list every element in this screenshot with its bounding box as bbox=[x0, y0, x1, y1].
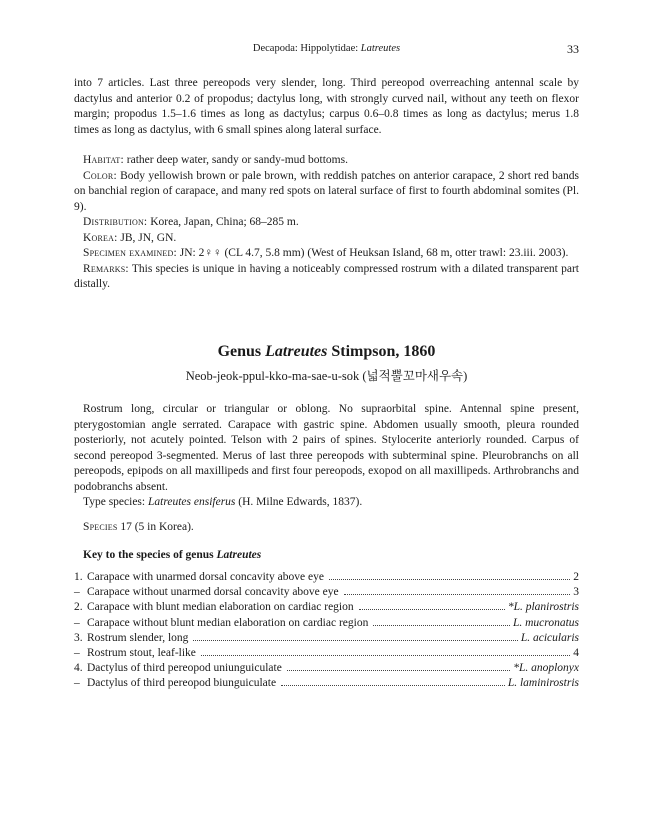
key-row-number: 4. bbox=[74, 662, 83, 675]
key-row-leader bbox=[193, 640, 517, 641]
key-row-number: 3. bbox=[74, 631, 83, 644]
key-row-number: 2. bbox=[74, 601, 83, 614]
key-row bbox=[74, 662, 579, 677]
key-row-number: – bbox=[74, 586, 80, 599]
key-row-result: 3 bbox=[573, 586, 579, 599]
key-row-leader bbox=[287, 670, 510, 671]
key-row-result: *L. planirostris bbox=[507, 601, 579, 614]
key-heading: Key to the species of genus Latreutes bbox=[83, 549, 262, 561]
key-row-text: Carapace with unarmed dorsal concavity above eye bbox=[87, 571, 324, 583]
key-row-leader bbox=[281, 685, 505, 686]
page-number: 33 bbox=[567, 42, 579, 56]
key-row-result: L. mucronatus bbox=[512, 616, 579, 629]
key-row-text: Carapace with blunt median elaboration on cardiac region bbox=[87, 601, 354, 614]
identification-key bbox=[74, 571, 579, 693]
key-row-leader bbox=[344, 594, 571, 595]
specimen-paragraph: Specimen examined: JN: 2♀♀ (CL 4.7, 5.8 mm) (West of Heuksan Island, 68 m, otter trawl: 23.iii. 2003). bbox=[83, 247, 569, 259]
key-row bbox=[74, 586, 579, 601]
key-row-leader bbox=[329, 579, 570, 580]
type-species: Type species: Latreutes ensiferus (H. Milne Edwards, 1837). bbox=[83, 496, 363, 508]
key-row-text: Carapace without blunt median elaboration on cardiac region bbox=[87, 616, 369, 629]
distribution-paragraph: Distribution: Korea, Japan, China; 68–285 m. bbox=[83, 216, 299, 228]
key-row-text: Carapace without unarmed dorsal concavity above eye bbox=[87, 586, 339, 599]
key-row-leader bbox=[201, 655, 570, 656]
remarks-paragraph: Remarks: This species is unique in having a noticeably compressed rostrum with a dilated transparent part distally. bbox=[74, 262, 579, 290]
running-head-title: Decapoda: Hippolytidae: Latreutes bbox=[252, 43, 401, 54]
key-row bbox=[74, 617, 579, 632]
key-row-result: L. laminirostris bbox=[507, 677, 579, 690]
korea-paragraph: Korea: JB, JN, GN. bbox=[83, 231, 177, 244]
genus-korean-name: Neob-jeok-ppul-kko-ma-sae-u-sok (넓적뿔꼬마새우속) bbox=[185, 369, 468, 383]
genus-diagnosis: Rostrum long, circular or triangular or oblong. No supraorbital spine. Antennal spine present, pterygostomian angle serrated. Carapace with gastric spine. Abdomen usually smooth, pleura rounded posteriorly, not acutely pointed. Telson with 2 pairs of spines. Stylocerite anteriorly rounded. Carpus of second pereopod 3-segmented. Merus of last three pereopods with subterminal spine. Pleurobranchs on all pereopods, epipods on all maxillipeds and first four pereopods, exopod on all maxillipeds. Arthrobranchs and podobranchs absent. Type species: Latreutes ensiferus (H. Milne Edwards, 1837). bbox=[74, 402, 579, 511]
key-row-text: Dactylus of third pereopod biunguiculate bbox=[87, 677, 277, 690]
habitat-paragraph: Habitat: rather deep water, sandy or sandy-mud bottoms. bbox=[83, 154, 348, 166]
key-row bbox=[74, 632, 579, 647]
key-row-number: 1. bbox=[74, 571, 83, 583]
key-row-text: Dactylus of third pereopod uniunguiculate bbox=[87, 662, 282, 675]
key-row-leader bbox=[373, 625, 510, 626]
genus-title: Genus Latreutes Stimpson, 1860 bbox=[217, 343, 436, 360]
key-row bbox=[74, 647, 579, 662]
species-count: Species 17 (5 in Korea). bbox=[83, 521, 194, 533]
key-row bbox=[74, 677, 579, 692]
key-row-leader bbox=[359, 609, 505, 610]
key-row-result: *L. anoplonyx bbox=[513, 662, 579, 675]
key-row-result: 4 bbox=[573, 646, 579, 659]
color-paragraph: Color: Body yellowish brown or pale brown, with reddish patches on anterior carapace, 2 short red bands on banchial region of carapace, and many red spots on lateral surface of first to fourth abdominal somites (Pl. 9). bbox=[74, 169, 579, 213]
key-row bbox=[74, 571, 579, 586]
continuation-paragraph: into 7 articles. Last three pereopods very slender, long. Third pereopod overreaching antennal scale by dactylus and anterior 0.2 of propodus; dactylus long, with strongly curved nail, without any teeth on flexor margin; propodus 1.5–1.6 times as long as dactylus; carpus 0.6–0.8 times as long as dactylus; merus 1.8 times as long as dactylus, with 6 small spines along lateral surface. bbox=[74, 77, 579, 136]
running-head bbox=[74, 43, 579, 57]
key-row-text: Rostrum stout, leaf-like bbox=[87, 646, 196, 659]
species-info-section bbox=[74, 153, 579, 293]
key-row-number: – bbox=[74, 616, 80, 629]
key-row-text: Rostrum slender, long bbox=[87, 631, 189, 644]
key-row-result: 2 bbox=[573, 571, 579, 583]
key-row bbox=[74, 601, 579, 616]
key-row-number: – bbox=[74, 677, 80, 690]
key-row-number: – bbox=[74, 646, 80, 659]
key-row-result: L. acicularis bbox=[520, 631, 579, 644]
